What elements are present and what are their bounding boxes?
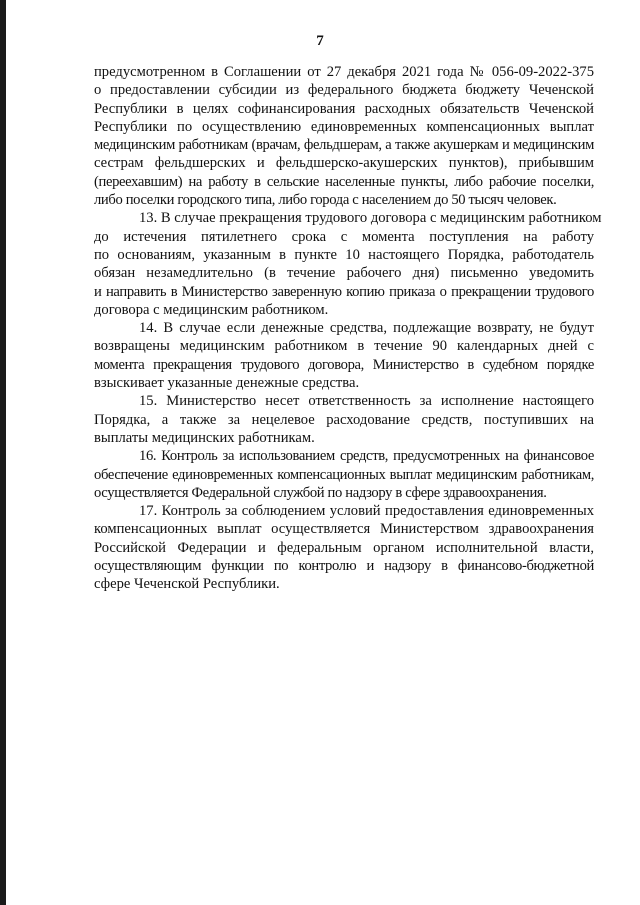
text-line: выплаты медицинских работникам.	[94, 429, 315, 446]
paragraph-17	[94, 502, 594, 593]
document-body	[94, 63, 602, 594]
text-line: обеспечение единовременных компенсационных выплат медицинским работникам,	[94, 466, 594, 483]
text-line: Российской Федерации и федеральным органом исполнительной власти,	[94, 539, 594, 556]
text-line: 14. В случае если денежные средства, подлежащие возврату, не будут	[139, 320, 594, 337]
text-line: по основаниям, указанным в пункте 10 настоящего Порядка, работодатель	[94, 246, 594, 263]
text-line: взыскивает указанные денежные средства.	[94, 375, 360, 392]
text-line: компенсационных выплат осуществляется Министерством здравоохранения	[94, 521, 594, 538]
text-line: сестрам фельдшерских и фельдшерско-акушерских пунктов), прибывшим	[94, 155, 594, 172]
text-line: предусмотренном в Соглашении от 27 декабря 2021 года № 056-09-2022-375	[94, 64, 594, 80]
paragraph-16	[94, 447, 594, 502]
page-number: 7	[316, 33, 324, 49]
text-line: договора с медицинским работником.	[94, 301, 329, 318]
text-line: 17. Контроль за соблюдением условий предоставления единовременных	[139, 503, 594, 520]
text-line: о предоставлении субсидии из федерального бюджета бюджету Чеченской	[94, 82, 594, 99]
text-line: 15. Министерство несет ответственность за исполнение настоящего	[139, 393, 594, 410]
text-line: Порядка, а также за нецелевое расходование средств, поступивших на	[94, 411, 594, 428]
text-line: и направить в Министерство заверенную копию приказа о прекращении трудового	[94, 283, 594, 300]
paragraph-14	[94, 319, 594, 392]
text-line: сфере Чеченской Республики.	[94, 576, 280, 593]
text-line: до истечения пятилетнего срока с момента поступления на работу	[94, 228, 594, 245]
text-line: осуществляется Федеральной службой по надзору в сфере здравоохранения.	[94, 484, 547, 501]
text-line: (переехавшим) на работу в сельские населенные пункты, либо рабочие поселки,	[94, 173, 594, 190]
paragraph-continuation	[94, 63, 594, 209]
text-line: Республики в целях софинансирования расходных обязательств Чеченской	[94, 100, 594, 117]
text-line: медицинским работникам (врачам, фельдшерам, а также акушеркам и медицинским	[94, 137, 594, 154]
text-line: либо поселки городского типа, либо города с населением до 50 тысяч человек.	[94, 192, 557, 209]
text-line: возвращены медицинским работником в течение 90 календарных дней с	[94, 338, 594, 355]
text-line: Республики по осуществлению единовременных компенсационных выплат	[94, 118, 594, 135]
text-line: обязан незамедлительно (в течение рабочего дня) письменно уведомить	[94, 265, 594, 282]
text-line: 13. В случае прекращения трудового договора с медицинским работником	[139, 210, 602, 227]
text-line: момента прекращения трудового договора, Министерство в судебном порядке	[94, 356, 594, 373]
text-line: 16. Контроль за использованием средств, предусмотренных на финансовое	[139, 448, 594, 465]
paragraph-15	[94, 392, 594, 447]
text-line: осуществляющим функции по контролю и надзору в финансово-бюджетной	[94, 558, 594, 575]
paragraph-13	[94, 209, 602, 319]
